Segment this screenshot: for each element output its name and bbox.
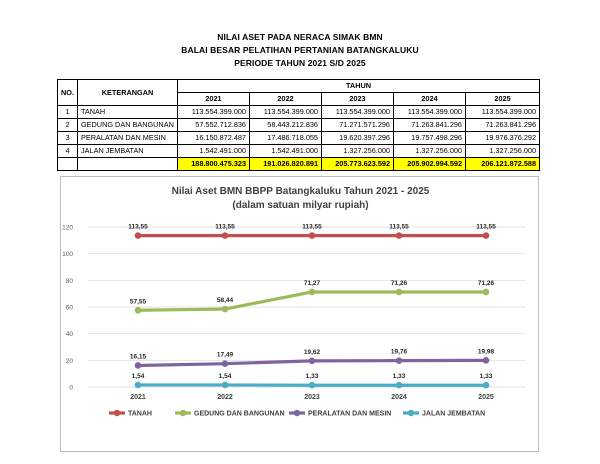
row-label: JALAN JEMBATAN xyxy=(78,145,178,158)
chart-title: Nilai Aset BMN BBPP Batangkaluku Tahun 2021 - 2025 xyxy=(171,186,430,197)
total-value: 205.773.623.592 xyxy=(322,158,394,171)
cell-value: 1.327.256.000 xyxy=(466,145,540,158)
y-tick-label: 0 xyxy=(69,384,73,392)
x-tick-label: 2023 xyxy=(304,394,320,401)
total-value: 206.121.872.588 xyxy=(466,158,540,171)
data-label: 71,26 xyxy=(477,279,495,287)
x-tick-label: 2022 xyxy=(217,394,233,401)
cell-value: 1.327.256.000 xyxy=(322,145,394,158)
cell-value: 71.263.841.296 xyxy=(466,119,540,132)
asset-table xyxy=(57,79,540,171)
data-point xyxy=(135,362,142,369)
data-label: 19,98 xyxy=(477,348,495,356)
total-value: 205.902.994.592 xyxy=(394,158,466,171)
data-label: 19,76 xyxy=(390,348,408,356)
data-label: 71,26 xyxy=(390,279,408,287)
data-label: 58,44 xyxy=(216,297,234,305)
data-label: 113,55 xyxy=(476,223,496,231)
data-point xyxy=(309,358,316,365)
y-tick-label: 40 xyxy=(65,331,73,339)
data-point xyxy=(135,232,142,239)
data-point xyxy=(222,232,229,239)
report-period: PERIODE TAHUN 2021 S/D 2025 xyxy=(234,58,366,68)
data-label: 19,62 xyxy=(303,348,321,356)
data-label: 1,33 xyxy=(479,373,493,381)
x-tick-label: 2025 xyxy=(478,394,494,401)
cell-value: 113.554.399.000 xyxy=(394,106,466,119)
data-point xyxy=(135,307,142,314)
line-chart xyxy=(61,177,540,453)
cell-value: 71.271.571.296 xyxy=(322,119,394,132)
legend-label: TANAH xyxy=(128,410,152,418)
data-point xyxy=(222,306,229,313)
cell-value: 1.327.256.000 xyxy=(394,145,466,158)
row-number: 4 xyxy=(58,145,78,158)
data-label: 57,55 xyxy=(129,298,147,306)
cell-value: 19.976.376.292 xyxy=(466,132,540,145)
legend-marker xyxy=(114,410,120,416)
row-label: TANAH xyxy=(78,106,178,119)
data-point xyxy=(396,289,403,296)
header-year: 2023 xyxy=(322,93,394,106)
header-year: 2024 xyxy=(394,93,466,106)
cell-value: 71.263.841.296 xyxy=(394,119,466,132)
row-label: PERALATAN DAN MESIN xyxy=(78,132,178,145)
data-label: 71,27 xyxy=(303,279,321,287)
row-label: GEDUNG DAN BANGUNAN xyxy=(78,119,178,132)
cell-value: 57.552.712.836 xyxy=(178,119,250,132)
header-no: NO. xyxy=(58,80,78,106)
data-label: 1,54 xyxy=(131,372,145,380)
cell-value: 19.757.498.296 xyxy=(394,132,466,145)
cell-value: 113.554.399.000 xyxy=(250,106,322,119)
cell-value: 17.486.718.055 xyxy=(250,132,322,145)
header-year: 2021 xyxy=(178,93,250,106)
header-year: 2022 xyxy=(250,93,322,106)
legend-marker xyxy=(408,410,414,416)
table-row xyxy=(58,106,540,119)
cell-value: 113.554.399.000 xyxy=(466,106,540,119)
data-label: 113,55 xyxy=(128,223,148,231)
y-tick-label: 60 xyxy=(65,304,73,312)
data-point xyxy=(483,382,490,389)
total-value: 188.800.475.323 xyxy=(178,158,250,171)
legend-label: JALAN JEMBATAN xyxy=(422,410,486,418)
data-point xyxy=(483,289,490,296)
y-tick-label: 100 xyxy=(62,251,73,259)
table-row xyxy=(58,119,540,132)
data-label: 113,55 xyxy=(215,223,235,231)
total-blank-cell xyxy=(58,158,78,171)
data-label: 113,55 xyxy=(302,223,322,231)
data-point xyxy=(309,232,316,239)
data-point xyxy=(222,360,229,367)
legend-marker xyxy=(180,410,186,416)
report-institution: BALAI BESAR PELATIHAN PERTANIAN BATANGKALUKU xyxy=(181,45,419,55)
data-point xyxy=(309,382,316,389)
table-row xyxy=(58,145,540,158)
cell-value: 16.150.872.487 xyxy=(178,132,250,145)
data-point xyxy=(222,382,229,389)
x-tick-label: 2024 xyxy=(391,394,407,401)
legend-label: GEDUNG DAN BANGUNAN xyxy=(194,410,285,418)
data-label: 1,54 xyxy=(218,372,232,380)
cell-value: 19.620.397.296 xyxy=(322,132,394,145)
y-tick-label: 20 xyxy=(65,357,73,365)
total-row xyxy=(58,158,540,171)
header-year: 2025 xyxy=(466,93,540,106)
total-label-cell xyxy=(78,158,178,171)
chart-area xyxy=(60,176,539,452)
data-point xyxy=(309,289,316,296)
cell-value: 1.542.491.000 xyxy=(178,145,250,158)
data-point xyxy=(396,357,403,364)
cell-value: 113.554.399.000 xyxy=(322,106,394,119)
cell-value: 58.443.212.836 xyxy=(250,119,322,132)
data-point xyxy=(135,382,142,389)
table-row xyxy=(58,132,540,145)
legend-label: PERALATAN DAN MESIN xyxy=(308,410,392,418)
header-tahun: TAHUN xyxy=(178,80,540,93)
data-point xyxy=(483,357,490,364)
header-keterangan: KETERANGAN xyxy=(78,80,178,106)
row-number: 2 xyxy=(58,119,78,132)
data-label: 16,15 xyxy=(129,353,147,361)
legend-marker xyxy=(294,410,300,416)
data-label: 1,33 xyxy=(392,373,406,381)
x-tick-label: 2021 xyxy=(130,394,146,401)
data-label: 1,33 xyxy=(305,373,319,381)
total-value: 191.026.820.891 xyxy=(250,158,322,171)
row-number: 3 xyxy=(58,132,78,145)
data-point xyxy=(483,232,490,239)
row-number: 1 xyxy=(58,106,78,119)
y-tick-label: 120 xyxy=(62,224,73,232)
cell-value: 1.542.491.000 xyxy=(250,145,322,158)
data-label: 17,49 xyxy=(216,351,234,359)
chart-subtitle: (dalam satuan milyar rupiah) xyxy=(232,200,369,211)
report-title: NILAI ASET PADA NERACA SIMAK BMN xyxy=(217,32,383,42)
y-tick-label: 80 xyxy=(65,277,73,285)
cell-value: 113.554.399.000 xyxy=(178,106,250,119)
data-point xyxy=(396,382,403,389)
data-point xyxy=(396,232,403,239)
data-label: 113,55 xyxy=(389,223,409,231)
